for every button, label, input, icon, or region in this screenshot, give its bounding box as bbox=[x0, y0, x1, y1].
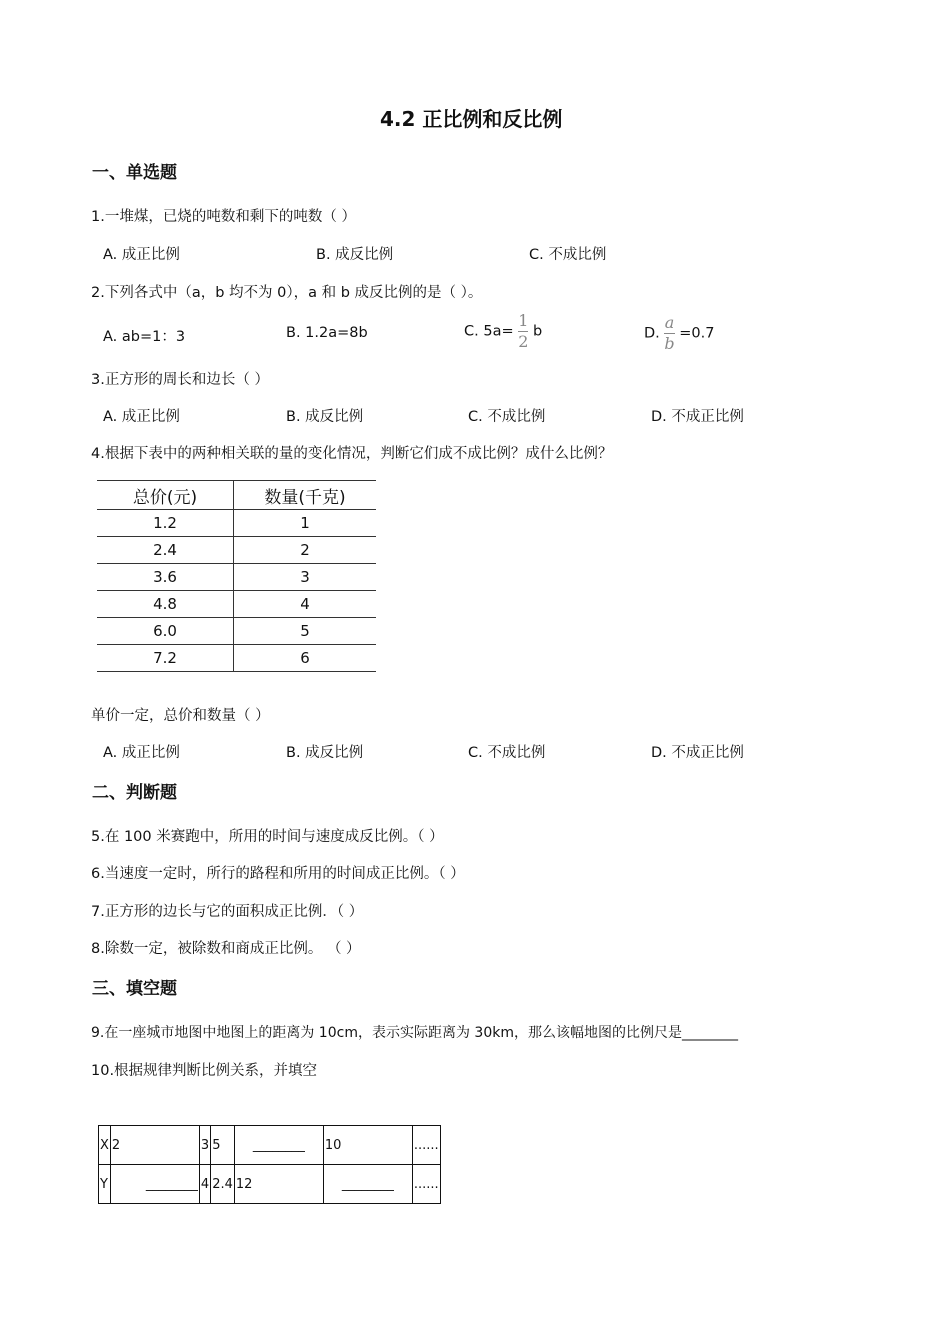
table-cell-label: Y bbox=[99, 1165, 111, 1204]
table-cell: 12 bbox=[234, 1165, 323, 1204]
price-quantity-table bbox=[97, 480, 376, 672]
q2-option-b[interactable]: B. 1.2a=8b bbox=[286, 325, 368, 341]
table-row-x bbox=[99, 1126, 441, 1165]
table-cell: 5 bbox=[211, 1126, 235, 1165]
question-6: 6.当速度一定时，所行的路程和所用的时间成正比例。（ ） bbox=[91, 866, 465, 882]
question-10: 10.根据规律判断比例关系，并填空 bbox=[91, 1063, 318, 1079]
fraction-numerator: 1 bbox=[518, 311, 529, 330]
table-cell: 4.8 bbox=[97, 591, 234, 618]
table-header-quantity: 数量(千克) bbox=[264, 487, 346, 508]
table-row bbox=[97, 618, 376, 645]
q1-option-b[interactable]: B. 成反比例 bbox=[316, 247, 394, 263]
section-heading-fill-blank: 三、填空题 bbox=[92, 979, 177, 999]
table-cell: 2.4 bbox=[97, 537, 234, 564]
fraction-numerator: a bbox=[664, 313, 675, 332]
q2-option-d-prefix: D. bbox=[644, 325, 660, 342]
section-heading-single-choice: 一、单选题 bbox=[92, 163, 177, 183]
table-header-total-price: 总价(元) bbox=[97, 481, 234, 510]
table-row bbox=[97, 645, 376, 672]
table-row bbox=[97, 591, 376, 618]
q1-option-c[interactable]: C. 不成比例 bbox=[529, 247, 607, 263]
table-cell-label: X bbox=[99, 1126, 111, 1165]
table-cell: 4 bbox=[300, 595, 310, 613]
table-cell: 2 bbox=[110, 1126, 199, 1165]
blank-input[interactable]: ________ bbox=[323, 1165, 412, 1204]
fraction-denominator: b bbox=[664, 334, 675, 353]
q4-option-d[interactable]: D. 不成正比例 bbox=[651, 745, 744, 761]
q2-option-c-suffix: b bbox=[533, 323, 543, 340]
question-4: 4.根据下表中的两种相关联的量的变化情况，判断它们成不成比例？成什么比例？ bbox=[91, 446, 613, 462]
table-row bbox=[97, 510, 376, 537]
q3-option-b[interactable]: B. 成反比例 bbox=[286, 409, 364, 425]
table-cell: 3 bbox=[199, 1126, 210, 1165]
q2-option-a[interactable]: A. ab=1：3 bbox=[103, 329, 186, 345]
fraction-denominator: 2 bbox=[518, 332, 529, 351]
fraction-one-half bbox=[518, 313, 528, 350]
question-2: 2.下列各式中（a，b 均不为 0），a 和 b 成反比例的是（ ）。 bbox=[91, 285, 483, 301]
table-cell-ellipsis: ...... bbox=[412, 1165, 440, 1204]
q2-option-d[interactable] bbox=[644, 315, 714, 352]
q2-option-c-prefix: C. 5a= bbox=[464, 323, 514, 340]
table-cell: 10 bbox=[323, 1126, 412, 1165]
table-cell: 2 bbox=[300, 541, 310, 559]
table-row bbox=[97, 537, 376, 564]
q4-option-a[interactable]: A. 成正比例 bbox=[103, 745, 180, 761]
table-cell: 6.0 bbox=[97, 618, 234, 645]
fraction-a-over-b bbox=[664, 315, 674, 352]
question-8: 8.除数一定，被除数和商成正比例。 （ ） bbox=[91, 941, 361, 957]
table-cell: 7.2 bbox=[97, 645, 234, 672]
table-row bbox=[97, 564, 376, 591]
blank-input[interactable]: ________ bbox=[110, 1165, 199, 1204]
table-header-row bbox=[97, 481, 376, 510]
page-title: 4.2 正比例和反比例 bbox=[380, 107, 563, 131]
table-cell: 1 bbox=[300, 514, 310, 532]
table-cell: 6 bbox=[300, 649, 310, 667]
table-cell: 4 bbox=[199, 1165, 210, 1204]
blank-input[interactable]: ________ bbox=[234, 1126, 323, 1165]
table-cell: 3.6 bbox=[97, 564, 234, 591]
table-cell: 3 bbox=[300, 568, 310, 586]
table-row-y bbox=[99, 1165, 441, 1204]
q3-option-c[interactable]: C. 不成比例 bbox=[468, 409, 546, 425]
question-1: 1.一堆煤，已烧的吨数和剩下的吨数（ ） bbox=[91, 209, 356, 225]
q3-option-a[interactable]: A. 成正比例 bbox=[103, 409, 180, 425]
q2-option-d-suffix: =0.7 bbox=[679, 325, 715, 342]
q3-option-d[interactable]: D. 不成正比例 bbox=[651, 409, 744, 425]
q4-option-c[interactable]: C. 不成比例 bbox=[468, 745, 546, 761]
question-9: 9.在一座城市地图中地图上的距离为 10cm，表示实际距离为 30km，那么该幅地图的比例尺是________ bbox=[91, 1025, 738, 1041]
table-cell-ellipsis: ...... bbox=[412, 1126, 440, 1165]
table-cell: 2.4 bbox=[211, 1165, 235, 1204]
question-4-prompt: 单价一定，总价和数量（ ） bbox=[91, 708, 270, 724]
question-5: 5.在 100 米赛跑中，所用的时间与速度成反比例。（ ） bbox=[91, 829, 444, 845]
section-heading-true-false: 二、判断题 bbox=[92, 783, 177, 803]
question-7: 7.正方形的边长与它的面积成正比例．（ ） bbox=[91, 904, 364, 920]
table-cell: 5 bbox=[300, 622, 310, 640]
q2-option-c[interactable] bbox=[464, 313, 542, 350]
q4-option-b[interactable]: B. 成反比例 bbox=[286, 745, 364, 761]
fill-blank-table bbox=[98, 1125, 441, 1204]
q1-option-a[interactable]: A. 成正比例 bbox=[103, 247, 180, 263]
table-cell: 1.2 bbox=[97, 510, 234, 537]
question-3: 3.正方形的周长和边长（ ） bbox=[91, 372, 269, 388]
